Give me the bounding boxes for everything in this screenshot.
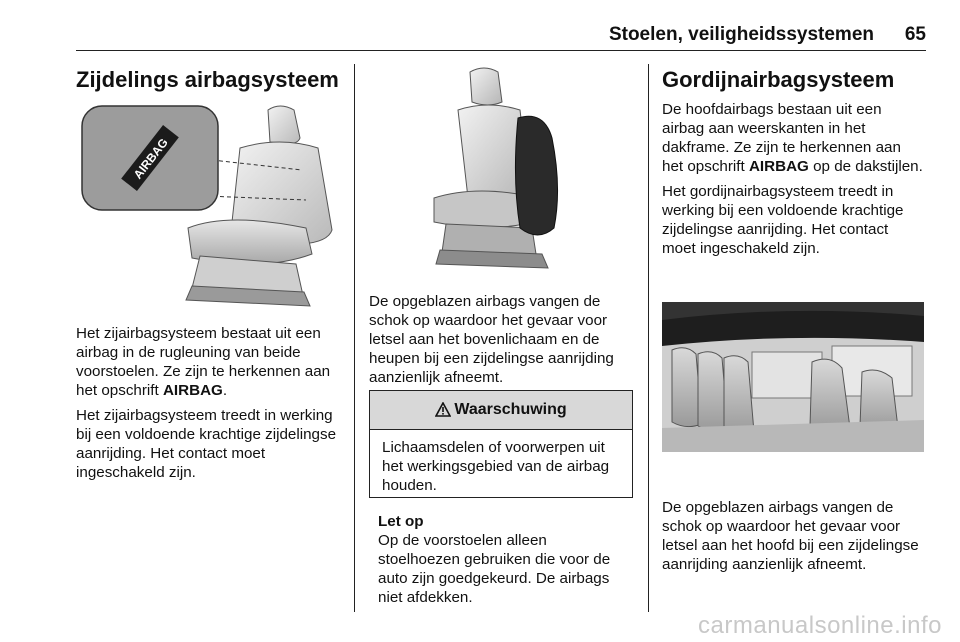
section-title: Stoelen, veiligheidssystemen: [608, 24, 874, 45]
note-text: Op de voorstoelen alleen stoelhoezen gebruiken die voor de auto zijn goedgekeurd. De airbags niet afdekken.: [378, 532, 611, 606]
header-divider: [76, 50, 926, 51]
side-airbag-heading: Zijdelings airbagsysteem: [76, 67, 339, 92]
curtain-airbag-interior-figure: [662, 302, 924, 452]
curtain-airbag-text-continued: [662, 498, 926, 580]
warning-triangle-icon: [435, 402, 451, 418]
watermark: carmanualsonline.info: [698, 612, 942, 639]
note-block: [378, 512, 632, 613]
svg-text:AIRBAG: AIRBAG: [130, 135, 171, 182]
column-divider-2: [648, 64, 649, 612]
curtain-airbag-paragraph-3: De opgeblazen airbags vangen de schok op waardoor het gevaar voor letsel aan het hoofd bij een zijdelingse aanrijding aanzienlijk afneemt.: [662, 499, 919, 573]
page-header: [76, 24, 926, 48]
side-airbag-deploy-paragraph: De opgeblazen airbags vangen de schok op waardoor het gevaar voor letsel aan het bovenlichaam en de heupen bij een zijdelingse aanrijding aanzienlijk afneemt.: [369, 293, 614, 386]
side-airbag-paragraph-2: Het zijairbagsysteem treedt in werking bij een voldoende krachtige zijdelingse aanrijding. Het contact moet ingeschakeld zijn.: [76, 407, 337, 481]
column-side-airbag-continued: [369, 292, 635, 393]
curtain-airbag-paragraph-1: De hoofdairbags bestaan uit een airbag aan weerskanten in het dakframe. Ze zijn te herkennen aan het opschrift AIRBAG op de dakstijlen.: [662, 101, 923, 175]
column-curtain-airbag: [662, 64, 926, 264]
deployed-side-airbag-figure: [420, 66, 570, 276]
curtain-airbag-paragraph-2: Het gordijnairbagsysteem treedt in werking bij een voldoende krachtige zijdelingse aanrijding. Het contact moet ingeschakeld zijn.: [662, 183, 904, 257]
side-airbag-paragraph-1: Het zijairbagsysteem bestaat uit een airbag in de rugleuning van beide voorstoelen. Ze zijn te herkennen aan het opschrift AIRBAG.: [76, 325, 331, 399]
curtain-airbag-heading: Gordijnairbagsysteem: [662, 67, 895, 92]
warning-header: [370, 391, 632, 430]
note-label: Let op: [378, 513, 424, 530]
warning-title: Waarschuwing: [454, 401, 567, 418]
warning-text: Lichaamsdelen of voorwerpen uit het werkingsgebied van de airbag houden.: [382, 439, 610, 494]
inflated-airbag-shape: [515, 116, 557, 235]
warning-box: [369, 390, 633, 498]
column-side-airbag: [76, 64, 346, 94]
page-number: 65: [904, 24, 926, 45]
column-divider-1: [354, 64, 355, 612]
side-airbag-text: [76, 324, 348, 488]
side-airbag-seat-figure: [80, 100, 342, 312]
